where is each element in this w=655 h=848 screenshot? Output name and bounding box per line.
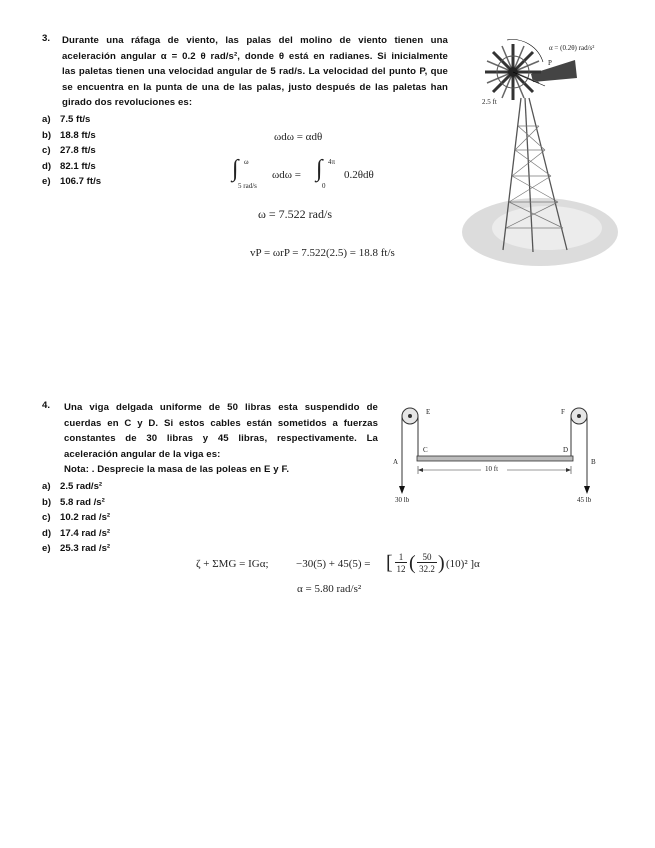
int-lower-right: 0: [322, 182, 326, 190]
eq-tail: (10)² ]α: [446, 558, 480, 570]
q4-option-a: a) 2.5 rad/s²: [42, 481, 103, 492]
q3-line-1: Durante una ráfaga de viento, las palas del molino de viento tienen una: [62, 35, 448, 46]
q4-moment-equation: [196, 552, 526, 582]
q3-eq-1: ωdω = αdθ: [274, 131, 323, 143]
q4-line-3: constantes de 30 libras y 45 libras, respectivamente. La: [64, 433, 378, 444]
q4-line-2: cuerdas en C y D. Si estos cables están sometidos a fuerzas: [64, 417, 378, 429]
q3-number: 3.: [42, 33, 51, 44]
q4-number: 4.: [42, 400, 51, 411]
label-d: D: [563, 446, 569, 454]
paren-close: ): [438, 552, 445, 574]
label-f: F: [561, 408, 565, 416]
windmill-drawing: [455, 38, 625, 266]
beam-drawing: [393, 404, 605, 508]
frac2-num: 50: [417, 552, 437, 563]
q3-option-b: b) 18.8 ft/s: [42, 129, 96, 141]
right-force-label: 45 lb: [577, 496, 592, 504]
blade-length-label: 2.5 ft: [482, 98, 497, 106]
beam-figure: [393, 404, 605, 508]
label-b: B: [591, 458, 596, 466]
q3-integral-equation: [232, 158, 392, 198]
q4-line-1: Una viga delgada uniforme de 50 libras esta suspendido de: [64, 402, 378, 413]
pulley-e: [402, 408, 418, 424]
frac1-den: 12: [396, 564, 406, 574]
paren-open: (: [409, 552, 416, 574]
eq-mid: −30(5) + 45(5) =: [296, 558, 371, 570]
q3-eq-4: vP = ωrP = 7.522(2.5) = 18.8 ft/s: [250, 247, 395, 259]
int-upper-right: 4π: [328, 158, 336, 166]
label-a: A: [393, 458, 399, 466]
label-e: E: [426, 408, 431, 416]
q4-line-4: aceleración angular de la viga es:: [64, 448, 221, 460]
q3-line-2: aceleración angular α = 0.2 θ rad/s², donde θ está en radianes. Si inicialmente: [62, 50, 448, 62]
int-upper-left: ω: [244, 158, 249, 166]
frac1-num: 1: [395, 552, 407, 563]
q4-option-c: c) 10.2 rad /s²: [42, 512, 111, 523]
int-body-left: ωdω =: [272, 169, 301, 181]
q3-line-3: las paletas tienen una velocidad angular de 5 rad/s. La velocidad del punto P, que: [62, 66, 448, 77]
q4-option-b: b) 5.8 rad /s²: [42, 496, 105, 508]
q4-options: [42, 479, 110, 557]
q3-eq-3: ω = 7.522 rad/s: [258, 207, 332, 221]
q4-eq-2: α = 5.80 rad/s²: [297, 583, 362, 595]
alpha-label: α = (0.2θ) rad/s²: [549, 44, 595, 52]
q3-option-e: e) 106.7 ft/s: [42, 176, 102, 187]
q3-option-d: d) 82.1 ft/s: [42, 160, 96, 172]
pulley-f: [571, 408, 587, 424]
q4-statement: [64, 400, 378, 478]
label-c: C: [423, 446, 428, 454]
integral-sign-left: ∫: [232, 156, 239, 182]
q4-line-5: Nota: . Desprecie la masa de las poleas en E y F.: [64, 464, 290, 475]
int-lower-left: 5 rad/s: [238, 182, 257, 190]
bracket-open: [: [386, 552, 393, 574]
point-p-label: P: [548, 59, 552, 67]
q4-option-d: d) 17.4 rad /s²: [42, 527, 111, 539]
frac2-den: 32.2: [419, 564, 435, 574]
int-body-right: 0.2θdθ: [344, 169, 374, 181]
q3-line-4: se encuentra en la punta de una de las palas, justo después de las paletas han: [62, 81, 448, 93]
q3-option-c: c) 27.8 ft/s: [42, 145, 96, 156]
q3-line-5: girado dos revoluciones es:: [62, 97, 193, 108]
q4-option-e: e) 25.3 rad /s²: [42, 543, 111, 554]
span-label: 10 ft: [485, 465, 499, 473]
eq-left: ζ + ΣMG = IGα;: [196, 558, 269, 570]
left-force-label: 30 lb: [395, 496, 410, 504]
q3-option-a: a) 7.5 ft/s: [42, 114, 91, 125]
q3-options: [42, 112, 101, 190]
integral-sign-right: ∫: [316, 156, 323, 182]
windmill-figure: [455, 38, 625, 266]
q3-statement: [62, 33, 448, 111]
